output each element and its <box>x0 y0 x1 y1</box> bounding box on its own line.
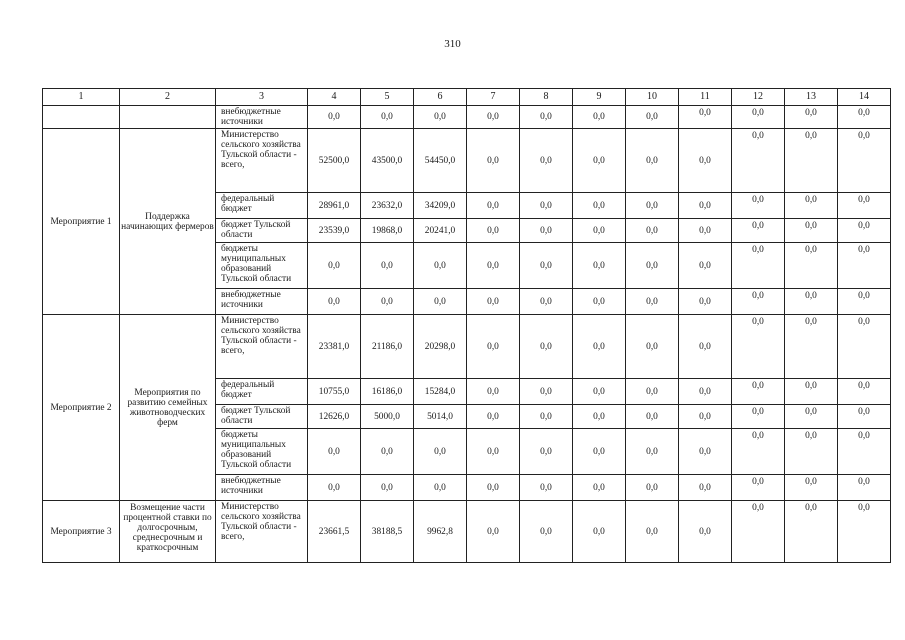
value-cell: 0,0 <box>732 405 785 429</box>
value-cell: 0,0 <box>732 243 785 289</box>
column-header: 1 <box>43 89 120 106</box>
value-cell: 0,0 <box>732 193 785 219</box>
column-header: 2 <box>120 89 216 106</box>
column-header: 7 <box>467 89 520 106</box>
value-cell: 0,0 <box>785 429 838 475</box>
value-cell: 0,0 <box>785 379 838 405</box>
value-cell: 0,0 <box>679 219 732 243</box>
value-cell: 0,0 <box>838 219 891 243</box>
value-cell: 0,0 <box>467 501 520 563</box>
value-cell: 0,0 <box>679 405 732 429</box>
funding-source: федеральный бюджет <box>216 193 308 219</box>
value-cell: 0,0 <box>785 289 838 315</box>
column-header: 11 <box>679 89 732 106</box>
funding-source: внебюджетные источники <box>216 475 308 501</box>
column-header: 8 <box>520 89 573 106</box>
value-cell: 12626,0 <box>308 405 361 429</box>
value-cell: 23539,0 <box>308 219 361 243</box>
activity-label: Мероприятие 3 <box>43 501 120 563</box>
value-cell: 0,0 <box>467 106 520 129</box>
value-cell: 0,0 <box>626 475 679 501</box>
value-cell: 0,0 <box>467 429 520 475</box>
value-cell: 0,0 <box>785 405 838 429</box>
funding-source: внебюджетные источники <box>216 289 308 315</box>
value-cell: 0,0 <box>732 289 785 315</box>
column-header: 3 <box>216 89 308 106</box>
value-cell: 0,0 <box>361 475 414 501</box>
value-cell: 0,0 <box>626 405 679 429</box>
value-cell: 0,0 <box>467 243 520 289</box>
value-cell: 0,0 <box>626 129 679 193</box>
value-cell: 9962,8 <box>414 501 467 563</box>
value-cell: 0,0 <box>838 289 891 315</box>
activity-label: Мероприятие 2 <box>43 315 120 501</box>
value-cell: 23661,5 <box>308 501 361 563</box>
value-cell: 0,0 <box>520 475 573 501</box>
value-cell: 0,0 <box>838 379 891 405</box>
activity-name: Возмещение части процентной ставки по долгосрочным, среднесрочным и краткосрочным <box>120 501 216 563</box>
value-cell: 0,0 <box>732 106 785 129</box>
column-header: 9 <box>573 89 626 106</box>
budget-table <box>42 88 891 563</box>
value-cell: 0,0 <box>732 429 785 475</box>
value-cell: 0,0 <box>573 501 626 563</box>
value-cell: 0,0 <box>573 405 626 429</box>
column-header: 10 <box>626 89 679 106</box>
activity-name: Мероприятия по развитию семейных животноводческих ферм <box>120 315 216 501</box>
value-cell: 16186,0 <box>361 379 414 405</box>
value-cell: 0,0 <box>414 243 467 289</box>
value-cell: 0,0 <box>732 129 785 193</box>
activity-name: Поддержка начинающих фермеров <box>120 129 216 315</box>
value-cell: 0,0 <box>361 429 414 475</box>
value-cell: 0,0 <box>520 243 573 289</box>
funding-source: федеральный бюджет <box>216 379 308 405</box>
value-cell: 0,0 <box>626 106 679 129</box>
value-cell: 0,0 <box>520 379 573 405</box>
table-row <box>43 129 891 193</box>
value-cell: 20298,0 <box>414 315 467 379</box>
value-cell: 0,0 <box>467 475 520 501</box>
value-cell: 0,0 <box>414 106 467 129</box>
value-cell: 0,0 <box>308 289 361 315</box>
value-cell: 0,0 <box>467 379 520 405</box>
value-cell: 0,0 <box>308 106 361 129</box>
value-cell: 0,0 <box>838 405 891 429</box>
value-cell: 0,0 <box>679 193 732 219</box>
value-cell: 0,0 <box>573 106 626 129</box>
value-cell: 0,0 <box>679 475 732 501</box>
value-cell: 0,0 <box>626 193 679 219</box>
value-cell: 0,0 <box>732 379 785 405</box>
value-cell: 5000,0 <box>361 405 414 429</box>
value-cell: 0,0 <box>732 315 785 379</box>
header-row <box>43 89 891 106</box>
value-cell: 0,0 <box>838 129 891 193</box>
value-cell: 0,0 <box>467 193 520 219</box>
value-cell: 0,0 <box>361 243 414 289</box>
value-cell: 0,0 <box>679 106 732 129</box>
value-cell: 0,0 <box>626 219 679 243</box>
value-cell: 0,0 <box>785 193 838 219</box>
value-cell: 20241,0 <box>414 219 467 243</box>
value-cell: 0,0 <box>361 289 414 315</box>
value-cell: 43500,0 <box>361 129 414 193</box>
column-header: 13 <box>785 89 838 106</box>
value-cell: 0,0 <box>732 219 785 243</box>
activity-label: Мероприятие 1 <box>43 129 120 315</box>
funding-source: бюджет Тульской области <box>216 405 308 429</box>
column-header: 5 <box>361 89 414 106</box>
table-row <box>43 501 891 563</box>
activity-name <box>120 106 216 129</box>
value-cell: 0,0 <box>785 219 838 243</box>
value-cell: 0,0 <box>785 243 838 289</box>
value-cell: 0,0 <box>520 219 573 243</box>
value-cell: 0,0 <box>573 289 626 315</box>
value-cell: 0,0 <box>308 475 361 501</box>
value-cell: 0,0 <box>626 379 679 405</box>
funding-source: бюджет Тульской области <box>216 219 308 243</box>
value-cell: 52500,0 <box>308 129 361 193</box>
value-cell: 0,0 <box>308 243 361 289</box>
value-cell: 15284,0 <box>414 379 467 405</box>
value-cell: 0,0 <box>838 429 891 475</box>
value-cell: 23632,0 <box>361 193 414 219</box>
activity-label <box>43 106 120 129</box>
column-header: 14 <box>838 89 891 106</box>
value-cell: 0,0 <box>679 429 732 475</box>
value-cell: 0,0 <box>626 243 679 289</box>
value-cell: 0,0 <box>679 501 732 563</box>
table-row <box>43 106 891 129</box>
value-cell: 0,0 <box>626 289 679 315</box>
value-cell: 0,0 <box>679 129 732 193</box>
value-cell: 0,0 <box>573 243 626 289</box>
funding-source: Министерство сельского хозяйства Тульской области - всего, <box>216 315 308 379</box>
value-cell: 0,0 <box>732 475 785 501</box>
value-cell: 0,0 <box>626 429 679 475</box>
column-header: 12 <box>732 89 785 106</box>
value-cell: 0,0 <box>785 475 838 501</box>
value-cell: 0,0 <box>308 429 361 475</box>
value-cell: 0,0 <box>520 289 573 315</box>
value-cell: 0,0 <box>467 129 520 193</box>
value-cell: 0,0 <box>626 501 679 563</box>
value-cell: 0,0 <box>679 315 732 379</box>
funding-source: внебюджетные источники <box>216 106 308 129</box>
value-cell: 0,0 <box>573 315 626 379</box>
value-cell: 19868,0 <box>361 219 414 243</box>
value-cell: 0,0 <box>785 129 838 193</box>
value-cell: 0,0 <box>414 475 467 501</box>
funding-source: бюджеты муниципальных образований Тульской области <box>216 429 308 475</box>
value-cell: 0,0 <box>520 315 573 379</box>
table-row <box>43 315 891 379</box>
value-cell: 0,0 <box>414 289 467 315</box>
value-cell: 0,0 <box>785 315 838 379</box>
value-cell: 0,0 <box>838 243 891 289</box>
value-cell: 0,0 <box>838 501 891 563</box>
value-cell: 54450,0 <box>414 129 467 193</box>
value-cell: 0,0 <box>679 243 732 289</box>
value-cell: 38188,5 <box>361 501 414 563</box>
value-cell: 28961,0 <box>308 193 361 219</box>
column-header: 4 <box>308 89 361 106</box>
value-cell: 34209,0 <box>414 193 467 219</box>
value-cell: 0,0 <box>467 315 520 379</box>
value-cell: 0,0 <box>732 501 785 563</box>
column-header: 6 <box>414 89 467 106</box>
funding-source: бюджеты муниципальных образований Тульской области <box>216 243 308 289</box>
value-cell: 0,0 <box>573 129 626 193</box>
value-cell: 0,0 <box>785 501 838 563</box>
value-cell: 0,0 <box>467 405 520 429</box>
value-cell: 0,0 <box>520 193 573 219</box>
value-cell: 21186,0 <box>361 315 414 379</box>
value-cell: 0,0 <box>838 315 891 379</box>
value-cell: 0,0 <box>520 429 573 475</box>
value-cell: 0,0 <box>679 379 732 405</box>
value-cell: 5014,0 <box>414 405 467 429</box>
funding-source: Министерство сельского хозяйства Тульской области - всего, <box>216 501 308 563</box>
value-cell: 10755,0 <box>308 379 361 405</box>
value-cell: 0,0 <box>573 219 626 243</box>
funding-source: Министерство сельского хозяйства Тульской области - всего, <box>216 129 308 193</box>
value-cell: 23381,0 <box>308 315 361 379</box>
value-cell: 0,0 <box>679 289 732 315</box>
value-cell: 0,0 <box>467 219 520 243</box>
page-number: 310 <box>444 38 461 50</box>
value-cell: 0,0 <box>838 475 891 501</box>
value-cell: 0,0 <box>838 106 891 129</box>
value-cell: 0,0 <box>520 405 573 429</box>
value-cell: 0,0 <box>414 429 467 475</box>
value-cell: 0,0 <box>520 106 573 129</box>
value-cell: 0,0 <box>573 193 626 219</box>
value-cell: 0,0 <box>573 379 626 405</box>
value-cell: 0,0 <box>520 501 573 563</box>
value-cell: 0,0 <box>467 289 520 315</box>
value-cell: 0,0 <box>573 429 626 475</box>
value-cell: 0,0 <box>785 106 838 129</box>
value-cell: 0,0 <box>838 193 891 219</box>
value-cell: 0,0 <box>520 129 573 193</box>
value-cell: 0,0 <box>573 475 626 501</box>
value-cell: 0,0 <box>361 106 414 129</box>
value-cell: 0,0 <box>626 315 679 379</box>
